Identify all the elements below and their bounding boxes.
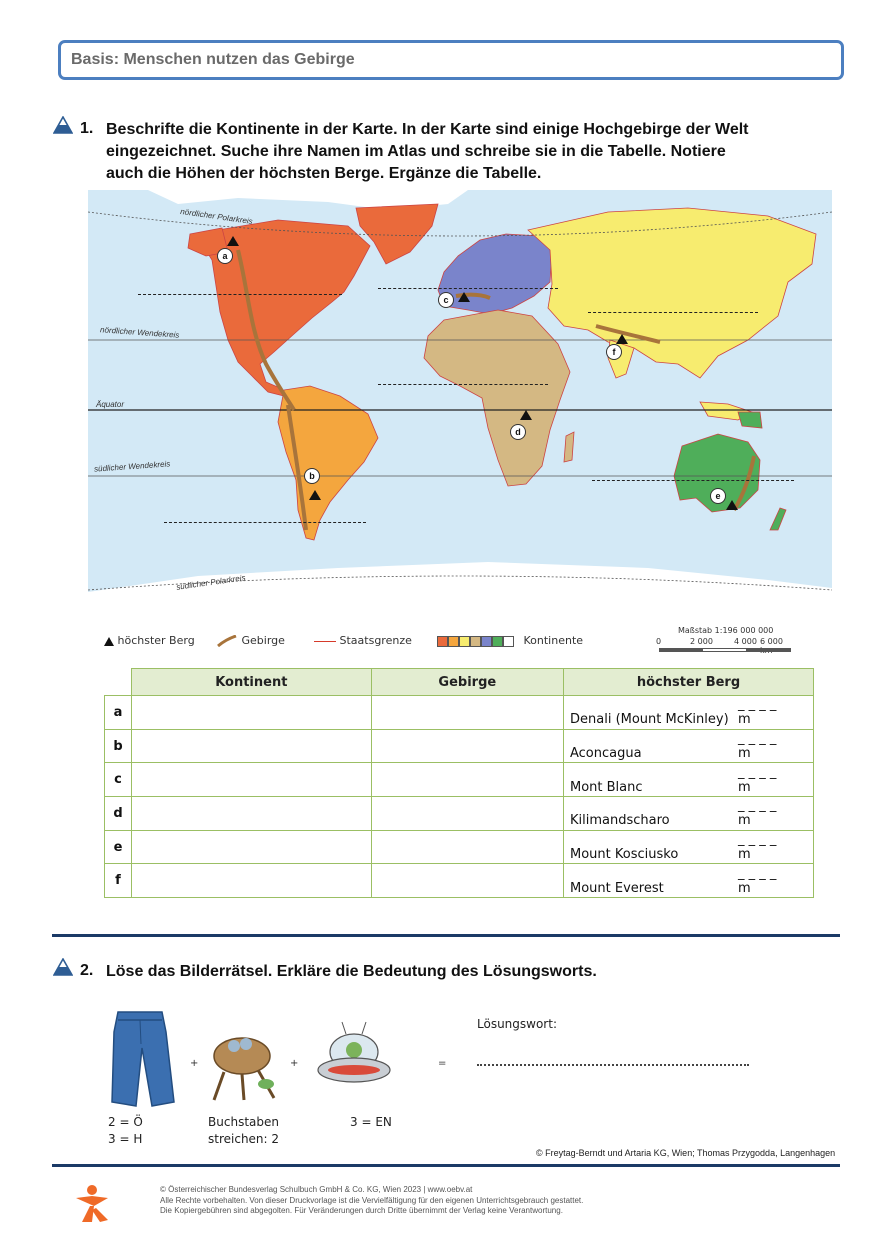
peak-name: Mount Everest [570,880,664,896]
nest-hint: Buchstaben streichen: 2 [208,1115,280,1146]
table-row [105,696,814,730]
peak-height-blank[interactable]: _ _ _ _ m [738,731,777,762]
marker-a: a [217,248,233,264]
mountain-range-cell[interactable] [371,763,563,797]
solution-answer-line[interactable] [477,1064,749,1066]
row-letter: c [105,763,132,797]
scale-bar: Maßstab 1:196 000 000 0 2 000 4 000 6 000 [656,626,786,659]
peak-height-blank[interactable]: _ _ _ _ m [738,832,777,863]
publisher-logo-icon [72,1184,112,1224]
label-equator: Äquator [96,400,125,409]
continent-swatch [481,636,492,647]
continent-swatch [470,636,481,647]
table-row [105,797,814,831]
copyright-footer: © Österreichischer Bundesverlag Schulbuch GmbH & Co. KG, Wien 2023 | www.oebv.at Alle Rechte vorbehalten. Von dieser Druckvorlage ist die Vervielfältigung für den eigenen Unterrichtsgebrauch gestattet. Die Kopiergebühren sind abgegolten. Für Veränderungen durch Dritte übernimmt der Verlag keine Verantwortung. [160,1185,584,1215]
peak-height-blank[interactable]: _ _ _ _ m [738,865,777,896]
label-north-tropic: nördlicher Wendekreis [99,325,180,340]
row-letter: f [105,864,132,898]
continent-cell[interactable] [132,864,372,898]
highest-peak-cell [564,696,814,730]
continent-cell[interactable] [132,763,372,797]
peak-name: Denali (Mount McKinley) [570,712,729,728]
highest-peak-cell [564,830,814,864]
peak-c [458,292,470,302]
continent-swatch [492,636,503,647]
continent-blank-north-america[interactable] [138,294,342,295]
header-empty [105,669,132,696]
peak-b [309,490,321,500]
task-2-instruction: Löse das Bilderrätsel. Erkläre die Bedeutung des Lösungsworts. [106,963,597,980]
label-south-polar-circle: südlicher Polarkreis [175,573,247,592]
legend-border: Staatsgrenze [314,634,412,647]
continent-cell[interactable] [132,729,372,763]
peak-d [520,410,532,420]
table-row [105,729,814,763]
highest-peak-cell [564,729,814,763]
header-highest-peak: höchster Berg [564,669,814,696]
difficulty-icon [53,958,73,976]
europe [438,234,552,314]
peak-e [726,500,738,510]
mountain-range-cell[interactable] [371,864,563,898]
north-america [202,220,370,396]
new-guinea [738,412,762,428]
continent-swatch [503,636,514,647]
mountain-range-cell[interactable] [371,729,563,763]
mountain-range-cell[interactable] [371,830,563,864]
peak-name: Mount Kosciusko [570,847,679,863]
continent-swatch [448,636,459,647]
legend-continents: Kontinente [437,634,583,647]
peak-name: Kilimandscharo [570,813,670,829]
label-north-polar-circle: nördlicher Polarkreis [179,206,254,227]
continent-swatch [459,636,470,647]
image-credit: © Freytag-Berndt und Artaria KG, Wien; Thomas Przygodda, Langenhagen [536,1148,836,1158]
world-map [88,190,832,613]
highest-peak-cell [564,797,814,831]
label-south-tropic: südlicher Wendekreis [93,459,171,474]
legend-peak: höchster Berg [104,634,195,647]
world-map-drawing [88,190,832,613]
marker-c: c [438,292,454,308]
row-letter: b [105,729,132,763]
continent-cell[interactable] [132,830,372,864]
marker-b: b [304,468,320,484]
peak-height-blank[interactable]: _ _ _ _ m [738,798,777,829]
footer-divider [52,1164,840,1167]
task-1-instruction: Beschrifte die Kontinente in der Karte. In der Karte sind einige Hochgebirge der Welt eingezeichnet. Suche ihre Namen im Atlas und schreibe sie in die Tabelle. Notiere auch die Höhen der höchsten Berge. Ergänze die Tabelle. [106,121,749,182]
peak-icon [104,637,114,646]
peak-a [227,236,239,246]
continent-blank-australia[interactable] [592,480,794,481]
greenland [356,204,438,264]
legend-mountains: Gebirge [216,634,285,647]
continent-swatch [437,636,448,647]
task-1-number: 1. [80,120,94,137]
madagascar [564,432,574,462]
row-letter: d [105,797,132,831]
marker-f: f [606,344,622,360]
highest-peak-cell [564,763,814,797]
continent-blank-europe[interactable] [378,288,558,289]
mountain-range-cell[interactable] [371,797,563,831]
row-letter: e [105,830,132,864]
africa [424,310,570,486]
solution-label: Lösungswort: [477,1017,557,1031]
header-continent: Kontinent [132,669,372,696]
equals-sign: = [438,1058,447,1069]
table-row [105,830,814,864]
table-row [105,864,814,898]
mountain-range-cell[interactable] [371,696,563,730]
marker-e: e [710,488,726,504]
mountains-table [104,668,814,898]
peak-name: Mont Blanc [570,779,643,795]
peak-name: Aconcagua [570,746,642,762]
peak-f [616,334,628,344]
continent-blank-south-america[interactable] [164,522,366,523]
border-line-icon [314,641,336,642]
page-title: Basis: Menschen nutzen das Gebirge [58,40,844,80]
jeans-hint: 2 = Ö 3 = H [108,1115,143,1146]
continent-blank-africa[interactable] [378,384,548,385]
section-divider [52,934,840,937]
task-2-number: 2. [80,962,94,979]
peak-height-blank[interactable]: _ _ _ _ m [738,697,777,728]
row-letter: a [105,696,132,730]
mountain-range-icon [216,635,238,647]
table-row [105,763,814,797]
plus-sign-2: + [290,1058,299,1069]
bird-nest-icon [204,1012,284,1102]
difficulty-icon [53,116,73,134]
ufo-icon [314,1008,394,1106]
header-mountain-range: Gebirge [371,669,563,696]
continent-cell[interactable] [132,797,372,831]
marker-d: d [510,424,526,440]
table-header-row [105,669,814,696]
jeans-icon [100,1008,180,1108]
continent-cell[interactable] [132,696,372,730]
highest-peak-cell [564,864,814,898]
new-zealand [770,508,786,530]
peak-height-blank[interactable]: _ _ _ _ m [738,764,777,795]
continent-blank-asia[interactable] [588,312,758,313]
ufo-hint: 3 = EN [350,1115,392,1129]
plus-sign-1: + [190,1058,199,1069]
